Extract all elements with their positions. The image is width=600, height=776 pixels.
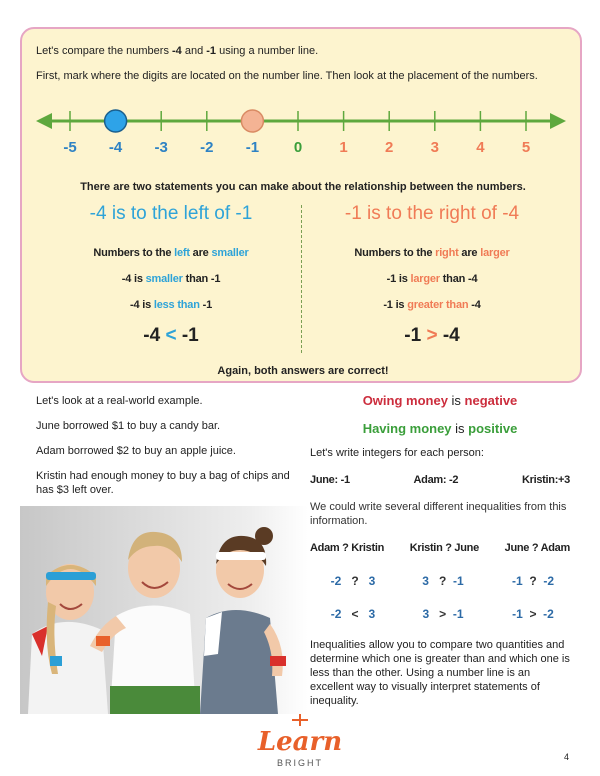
right-statement-2: -1 is greater than -4 (383, 299, 481, 311)
number-line-label: 3 (430, 139, 439, 156)
story-text (36, 394, 306, 508)
left-rule: Numbers to the left are smaller (93, 247, 249, 259)
statements-text: There are two statements you can make about the relationship between the numbers. (80, 181, 526, 193)
learn-bright-logo (248, 714, 352, 770)
answer-cell: 3 > -1 (422, 607, 464, 621)
left-statement-2: -4 is less than -1 (129, 299, 212, 311)
integers-intro: Let's write integers for each person: (310, 447, 484, 459)
right-column (302, 203, 562, 347)
right-arrow-icon (550, 113, 566, 129)
story-june: June borrowed $1 to buy a candy bar. (36, 420, 221, 432)
comparison-box (20, 27, 582, 383)
right-rule: Numbers to the right are larger (354, 247, 510, 259)
integers-list (310, 474, 570, 486)
number-line-label: -1 (245, 139, 260, 156)
number-line-label: -5 (63, 139, 77, 156)
number-line-label: 1 (339, 139, 348, 156)
number-line-ticks (63, 110, 530, 156)
inequality-answer-row (318, 607, 568, 621)
having-money-line: Having money is positive (362, 421, 518, 436)
left-statement-1: -4 is smaller than -1 (121, 273, 221, 285)
page-number: 4 (564, 752, 570, 762)
number-line-label: 0 (293, 139, 303, 156)
number-line-label: -2 (200, 139, 214, 156)
number-line (22, 29, 584, 179)
instruction-line: First, mark where the digits are located on the number line. Then look at the placement of the numbers. (36, 70, 538, 82)
question-cell: 3 ? -1 (422, 574, 464, 588)
logo-sparkle-icon (292, 714, 308, 726)
logo-sub: BRIGHT (276, 758, 324, 768)
answer-cell: -1 > -2 (512, 607, 554, 621)
left-column (36, 203, 306, 347)
story-intro: Let's look at a real-world example. (36, 395, 203, 407)
number-line-label: -3 (154, 139, 168, 156)
kristin-integer: Kristin:+3 (521, 474, 570, 486)
header-june-adam: June ? Adam (504, 542, 570, 554)
number-line-label: 5 (521, 139, 531, 156)
left-heading: -4 is to the left of -1 (89, 203, 253, 224)
kids-photo (20, 506, 308, 714)
story-kristin: Kristin had enough money to buy a bag of chips and has $3 left over. (36, 470, 290, 496)
number-line-label: 2 (385, 139, 394, 156)
header-kristin-june: Kristin ? June (409, 542, 479, 554)
closing-paragraph: Inequalities allow you to compare two quantities and determine which one is greater than and which one is less than the other. Using a number line is an excellent way to visually interpret statements of inequality. (310, 639, 570, 707)
again-text: Again, both answers are correct! (217, 365, 389, 377)
question-cell: -1 ? -2 (511, 574, 555, 588)
question-cell: -2 ? 3 (330, 574, 376, 588)
left-inequality: -4 < -1 (143, 325, 199, 346)
header-adam-kristin: Adam ? Kristin (310, 542, 385, 554)
june-integer: June: -1 (310, 474, 350, 486)
inequality-question-row (318, 574, 568, 588)
marked-point--1 (241, 110, 263, 132)
inequalities-intro: We could write several different inequalities from this information. (310, 501, 567, 527)
left-arrow-icon (36, 113, 52, 129)
right-heading: -1 is to the right of -4 (344, 203, 520, 224)
intro-line: Let's compare the numbers -4 and -1 using a number line. (36, 45, 319, 57)
story-adam: Adam borrowed $2 to buy an apple juice. (36, 445, 236, 457)
answer-cell: -2 < 3 (330, 607, 376, 621)
number-line-label: 4 (476, 139, 485, 156)
owing-money-line: Owing money is negative (362, 393, 518, 408)
inequality-headers (310, 542, 570, 554)
adam-integer: Adam: -2 (413, 474, 459, 486)
marked-point--4 (105, 110, 127, 132)
logo-word: Learn (257, 727, 343, 757)
right-inequality: -1 > -4 (404, 325, 460, 346)
right-statement-1: -1 is larger than -4 (386, 273, 478, 285)
number-line-label: -4 (108, 139, 123, 156)
